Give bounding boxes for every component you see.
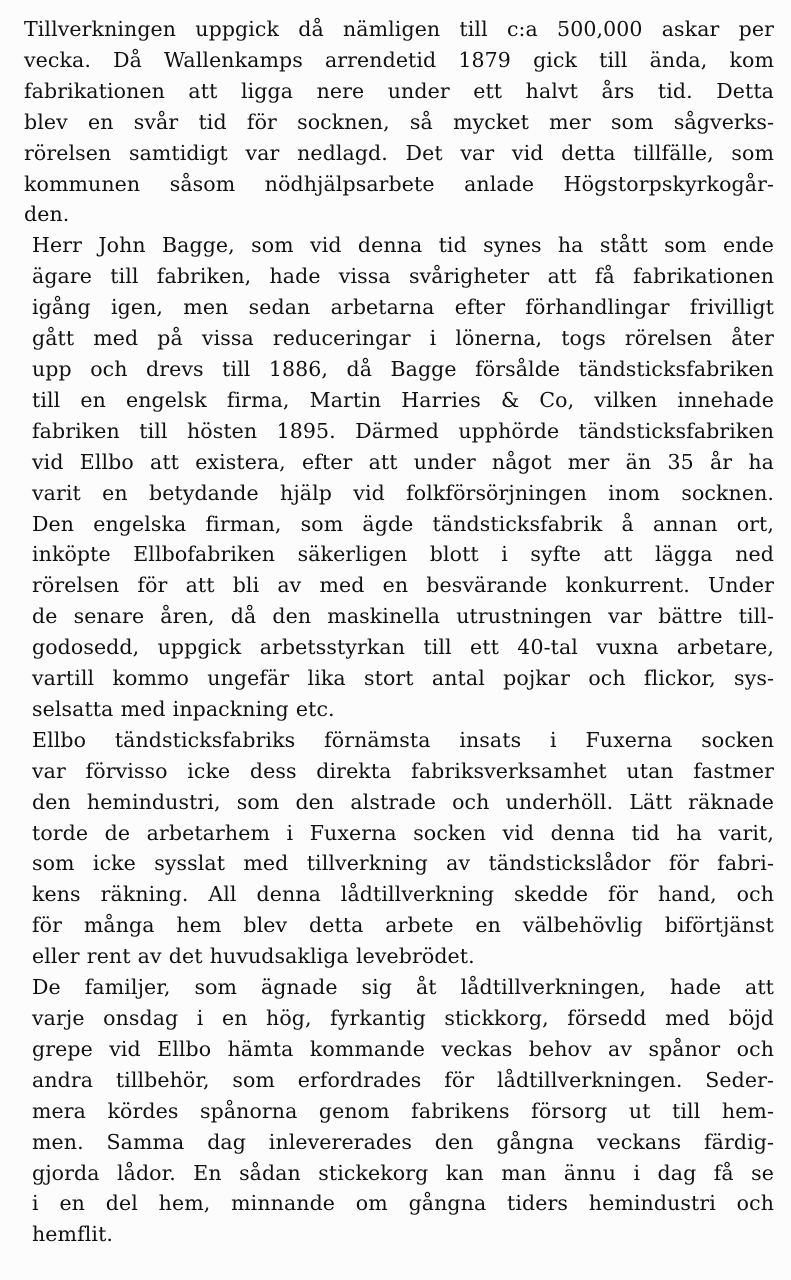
- text-line: som icke sysslat med tillverkning av tändstickslådor för fabri-: [32, 851, 774, 876]
- text-line: varje onsdag i en hög, fyrkantig stickkorg, försedd med böjd: [32, 1006, 774, 1030]
- text-line: mera kördes spånorna genom fabrikens försorg ut till hem-: [32, 1098, 774, 1123]
- paragraph-3: [24, 725, 774, 972]
- text-line: rörelsen samtidigt var nedlagd. Det var vid detta tillfälle, som: [24, 140, 774, 165]
- text-line: eller rent av det huvudsakliga levebrödet.: [32, 944, 475, 969]
- text-line: den.: [24, 202, 70, 227]
- text-line: vartill kommo ungefär lika stort antal pojkar och flickor, sys-: [32, 666, 774, 691]
- text-line: i en del hem, minnande om gångna tiders hemindustri och: [32, 1191, 774, 1216]
- text-line: till en engelsk firma, Martin Harries & Co, vilken innehade: [32, 387, 774, 412]
- paragraph-4: [24, 972, 774, 1250]
- text-line: men. Samma dag inlevererades den gångna veckans färdig-: [32, 1129, 774, 1154]
- text-line: de senare åren, då den maskinella utrustningen var bättre till-: [32, 604, 774, 629]
- text-line: andra tillbehör, som erfordrades för lådtillverkningen. Seder-: [32, 1067, 774, 1092]
- text-line: selsatta med inpackning etc.: [32, 696, 335, 721]
- text-line: hemflit.: [32, 1222, 114, 1247]
- text-line: gått med på vissa reduceringar i lönerna, togs rörelsen åter: [32, 326, 774, 351]
- text-line: rörelsen för att bli av med en besvärande konkurrent. Under: [32, 573, 774, 598]
- text-line: fabriken till hösten 1895. Därmed upphörde tändsticksfabriken: [32, 418, 774, 443]
- text-line: upp och drevs till 1886, då Bagge försålde tändsticksfabriken: [32, 356, 774, 381]
- text-line: gjorda lådor. En sådan stickekorg kan man ännu i dag få se: [32, 1160, 774, 1185]
- text-line: blev en svår tid för socknen, så mycket mer som sågverks-: [24, 109, 774, 134]
- paragraph-1: [24, 14, 774, 230]
- text-line: godosedd, uppgick arbetsstyrkan till ett 40-tal vuxna arbetare,: [32, 635, 774, 660]
- text-line: varit en betydande hjälp vid folkförsörjningen inom socknen.: [32, 480, 774, 505]
- text-line: var förvisso icke dess direkta fabriksverksamhet utan fastmer: [32, 758, 774, 783]
- body-text: [24, 14, 774, 1250]
- text-line: Tillverkningen uppgick då nämligen till c:a 500,000 askar per: [24, 17, 774, 41]
- text-line: för många hem blev detta arbete en välbehövlig biförtjänst: [32, 913, 774, 938]
- text-line: grepe vid Ellbo hämta kommande veckas behov av spånor och: [32, 1036, 774, 1061]
- text-line: vid Ellbo att existera, efter att under något mer än 35 år ha: [32, 449, 774, 474]
- text-line: Herr John Bagge, som vid denna tid synes ha stått som ende: [32, 233, 774, 258]
- text-line: kommunen såsom nödhjälpsarbete anlade Högstorpskyrkogår-: [24, 171, 774, 196]
- text-line: torde de arbetarhem i Fuxerna socken vid denna tid ha varit,: [32, 820, 774, 845]
- text-line: kens räkning. All denna lådtillverkning skedde för hand, och: [32, 882, 774, 907]
- text-line: De familjer, som ägnade sig åt lådtillverkningen, hade att: [32, 975, 774, 1000]
- text-line: ägare till fabriken, hade vissa svårigheter att få fabrikationen: [32, 264, 774, 289]
- text-line: fabrikationen att ligga nere under ett halvt års tid. Detta: [24, 78, 774, 103]
- text-line: inköpte Ellbofabriken säkerligen blott i syfte att lägga ned: [32, 542, 774, 567]
- text-line: vecka. Då Wallenkamps arrendetid 1879 gick till ända, kom: [24, 47, 774, 72]
- text-line: Ellbo tändsticksfabriks förnämsta insats i Fuxerna socken: [32, 727, 774, 752]
- text-line: den hemindustri, som den alstrade och underhöll. Lätt räknade: [32, 789, 774, 814]
- paragraph-2: [24, 230, 774, 725]
- text-line: igång igen, men sedan arbetarna efter förhandlingar frivilligt: [32, 295, 774, 320]
- text-line: Den engelska firman, som ägde tändsticksfabrik å annan ort,: [32, 511, 774, 536]
